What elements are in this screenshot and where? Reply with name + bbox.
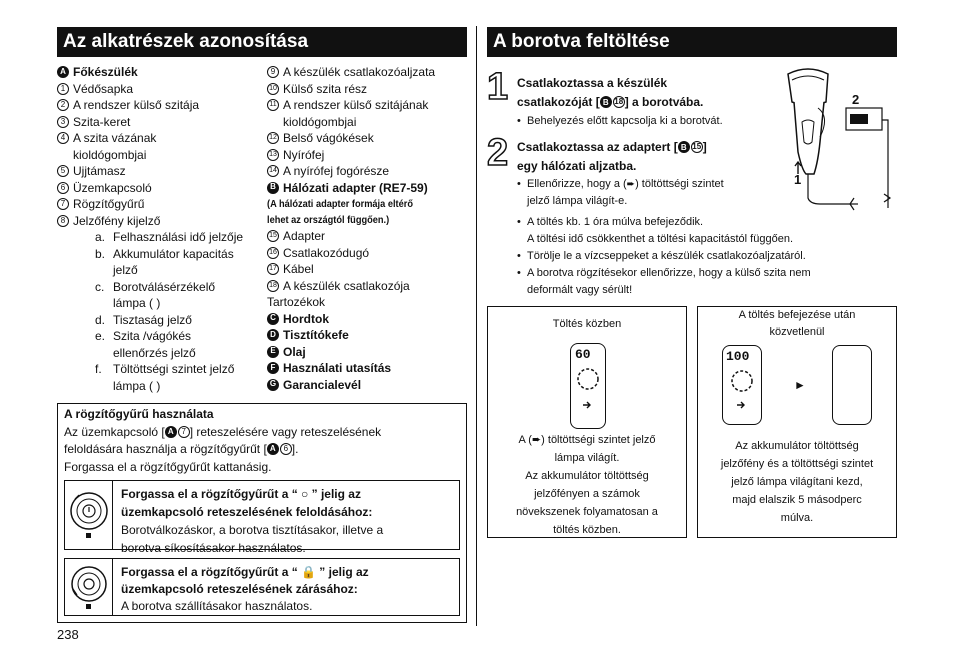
accessory-label: Tisztítókefe xyxy=(283,328,349,342)
circled-number: 8 xyxy=(57,215,69,227)
unlock-bold-2: üzemkapcsoló reteszelésének feloldásához: xyxy=(121,505,373,519)
list-item xyxy=(57,213,267,230)
step2-line1a: Csatlakoztassa az adaptert [ xyxy=(517,140,678,154)
charging-notes xyxy=(517,214,897,299)
letter-b-badge: B xyxy=(600,96,612,108)
circled-number: 2 xyxy=(57,99,69,111)
desc-line: majd elalszik 5 másodperc xyxy=(732,494,862,506)
step2-line2: egy hálózati aljzatba. xyxy=(517,159,637,173)
note-line: A töltési idő csökkenthet a töltési kapacitástól függően. xyxy=(527,233,793,245)
lock-ring-box xyxy=(57,403,467,623)
list-item-label: Kábel xyxy=(283,262,314,276)
charge-plug-icon: ➨ xyxy=(626,179,636,190)
lock-text-1a: Az üzemkapcsoló [ xyxy=(64,424,165,439)
list-item-label: A készülék csatlakozója xyxy=(283,278,410,293)
list-item-label: Adapter xyxy=(283,229,326,243)
section-title-parts: Az alkatrészek azonosítása xyxy=(57,27,467,57)
letter-a-badge: A xyxy=(57,66,69,78)
list-item-label: Csatlakozódugó xyxy=(283,245,370,260)
step2-bullet-a: Ellenőrizze, hogy a ( xyxy=(527,178,627,190)
arrow-right-icon: ► xyxy=(794,378,806,392)
desc-line: lámpa világít. xyxy=(554,452,620,464)
circled-number: 13 xyxy=(267,149,279,161)
sub-item xyxy=(95,328,267,345)
list-item xyxy=(57,163,267,180)
desc-line: Az akkumulátor töltöttség xyxy=(735,440,859,452)
letter-a-badge: A xyxy=(267,443,279,455)
circled-7: 7 xyxy=(178,426,190,438)
circled-number: 15 xyxy=(267,230,279,242)
figure-label-1: 1 xyxy=(794,172,802,187)
note-line: deformált vagy sérült! xyxy=(527,284,633,296)
shaver-display-charging xyxy=(570,343,606,429)
note-line: Törölje le a vízcseppeket a készülék csatlakozóaljzatáról. xyxy=(527,250,806,262)
list-item xyxy=(57,196,267,213)
circled-6: 6 xyxy=(280,443,292,455)
shaver-display-off xyxy=(832,345,872,425)
circled-number: 7 xyxy=(57,198,69,210)
sub-item-key: a. xyxy=(95,230,106,244)
desc-line: A (➨) töltöttségi szintet jelző xyxy=(518,434,656,446)
letter-badge: G xyxy=(267,379,279,391)
accessory-item xyxy=(267,360,472,377)
circled-number: 14 xyxy=(267,165,279,177)
list-item-label: Külső szita rész xyxy=(283,81,368,96)
step-1-number: 1 xyxy=(487,66,509,108)
adapter-note-line2: lehet az országtól függően.) xyxy=(267,214,390,226)
step-2-number: 2 xyxy=(487,132,509,174)
list-item-label: kioldógombjai xyxy=(283,114,357,129)
sub-item-key: b. xyxy=(95,246,106,261)
letter-badge: E xyxy=(267,346,279,358)
step-2: Csatlakoztassa az adaptert [ B 15 ] egy hálózati aljzatba. • Ellenőrizze, hogy a (➨) töltöttségi szintet jelző lámpa világít-e. xyxy=(517,138,787,210)
main-unit-heading: Főkészülék xyxy=(73,65,138,79)
column-divider xyxy=(476,26,477,626)
desc-line: töltés közben. xyxy=(553,524,621,536)
note-line: A töltés kb. 1 óra múlva befejeződik. xyxy=(527,216,704,228)
list-item xyxy=(57,97,267,114)
sub-item-label: Felhasználási idő jelzője xyxy=(113,230,244,244)
sub-item-label: Szita /vágókés xyxy=(113,329,192,343)
charging-note xyxy=(517,265,897,299)
list-item xyxy=(267,130,472,147)
lock-dial-icon xyxy=(65,559,113,615)
unlock-bold-1: Forgassa el a rögzítőgyűrűt a “ ○ ” jelig az xyxy=(121,487,361,501)
desc-line: múlva. xyxy=(780,512,814,524)
sub-item-label: jelző xyxy=(113,263,138,277)
unlock-text-2: borotva síkosításakor használatos. xyxy=(121,541,306,555)
lock-text: A borotva szállításakor használatos. xyxy=(121,599,313,613)
desc-line: növekszenek folyamatosan a xyxy=(516,506,658,518)
sub-item-label: Töltöttségi szintet jelző xyxy=(113,362,235,376)
list-item xyxy=(267,261,472,278)
list-item xyxy=(267,245,472,262)
list-item-label: kioldógombjai xyxy=(73,147,147,162)
step1-line2b: ] a borotvába. xyxy=(624,95,704,109)
lock-text-2a: feloldására használja a rögzítőgyűrűt [ xyxy=(64,442,267,456)
step2-bullet-c: jelző lámpa világít-e. xyxy=(527,195,628,207)
letter-b-badge: B xyxy=(267,182,279,194)
sub-item-label: Akkumulátor kapacitás xyxy=(113,246,234,261)
list-item-label: A rendszer külső szitája xyxy=(73,98,200,112)
list-item xyxy=(267,97,472,114)
step1-line2a: csatlakozóját [ xyxy=(517,95,600,109)
lock-panel xyxy=(64,558,460,616)
adapter-note xyxy=(267,196,447,228)
list-item xyxy=(267,114,472,131)
list-item xyxy=(267,81,472,98)
unlock-panel xyxy=(64,480,460,555)
circled-15: 15 xyxy=(692,142,702,151)
shaver-charging-figure xyxy=(780,62,900,212)
list-item-label: Üzemkapcsoló xyxy=(73,180,152,195)
accessory-label: Hordtok xyxy=(283,311,329,326)
circled-number: 3 xyxy=(57,116,69,128)
desc-line: közvetlenül xyxy=(769,326,825,338)
sub-item-label: lámpa ( ) xyxy=(113,296,161,310)
display-number-full: 100 xyxy=(726,349,750,364)
list-item-label: Rögzítőgyűrű xyxy=(73,197,145,211)
section-title-charging: A borotva feltöltése xyxy=(487,27,897,57)
sub-item-label: Tisztaság jelző xyxy=(113,312,192,327)
circled-number: 4 xyxy=(57,132,69,144)
circled-number: 10 xyxy=(267,83,279,95)
list-item xyxy=(57,180,267,197)
sub-item xyxy=(95,295,267,312)
accessory-label: Használati utasítás xyxy=(283,361,392,375)
sub-item xyxy=(95,312,267,329)
accessory-label: Garancialevél xyxy=(283,377,362,392)
bullet-dot: • xyxy=(517,250,521,262)
letter-badge: C xyxy=(267,313,279,325)
circled-18: 18 xyxy=(614,97,624,106)
letter-badge: F xyxy=(267,362,279,374)
list-item xyxy=(267,278,472,295)
list-item xyxy=(57,147,267,164)
bullet-dot: • xyxy=(517,267,521,279)
sub-item-key: f. xyxy=(95,362,102,376)
sub-item-key: e. xyxy=(95,329,106,343)
after-description xyxy=(698,437,896,527)
step-1: Csatlakoztassa a készülék csatlakozóját [ B 18 ] a borotvába. • Behelyezés előtt kapcsolja ki a borotvát. xyxy=(517,74,787,130)
sub-item xyxy=(95,361,267,378)
desc-line: jelzőfényen a számok xyxy=(534,488,640,500)
letter-a-badge: A xyxy=(165,426,177,438)
charging-title: Töltés közben xyxy=(552,318,622,330)
accessory-item xyxy=(267,311,472,328)
lock-bold-1: Forgassa el a rögzítőgyűrűt a “ 🔒 ” jelig az xyxy=(121,565,369,579)
list-item-label: A nyírófej fogórésze xyxy=(283,164,390,178)
step1-bullet: Behelyezés előtt kapcsolja ki a borotvát. xyxy=(527,115,723,127)
list-item xyxy=(267,64,472,81)
list-item-label: Belső vágókések xyxy=(283,131,374,145)
sub-item-label: lámpa ( ) xyxy=(113,378,161,393)
sub-item-label: Borotválásérzékelő xyxy=(113,279,216,294)
list-item xyxy=(57,81,267,98)
desc-line: Az akkumulátor töltöttség xyxy=(525,470,649,482)
sub-item xyxy=(95,378,267,395)
sub-item-key: d. xyxy=(95,312,106,327)
charging-note xyxy=(517,214,897,248)
circled-number: 17 xyxy=(267,263,279,275)
list-item-label: Ujjtámasz xyxy=(73,164,126,178)
list-item-label: A rendszer külső szitájának xyxy=(283,98,429,112)
letter-b-badge: B xyxy=(678,141,690,153)
display-number: 60 xyxy=(575,347,591,362)
lock-text-3: Forgassa el a rögzítőgyűrűt kattanásig. xyxy=(64,459,272,474)
lock-bold-2: üzemkapcsoló reteszelésének zárásához: xyxy=(121,582,358,596)
charging-description xyxy=(488,431,686,539)
after-charging-box xyxy=(697,306,897,538)
step2-line1b: ] xyxy=(702,140,707,154)
lock-text-2b: ]. xyxy=(291,442,299,456)
lock-ring-title: A rögzítőgyűrű használata xyxy=(64,407,214,421)
sub-item-key: c. xyxy=(95,279,105,294)
figure-label-2: 2 xyxy=(852,92,860,107)
step1-line1: Csatlakoztassa a készülék xyxy=(517,76,668,90)
list-item xyxy=(57,114,267,131)
desc-line: jelzőfény és a töltöttségi szintet xyxy=(720,458,874,470)
circled-number: 5 xyxy=(57,165,69,177)
charging-in-progress-box xyxy=(487,306,687,538)
accessories-heading: Tartozékok xyxy=(267,295,326,309)
sub-item xyxy=(95,246,267,263)
list-item-label: Jelzőfény kijelző xyxy=(73,213,161,228)
desc-line: A töltés befejezése után xyxy=(738,309,856,321)
shaver-display-full xyxy=(722,345,762,425)
list-item-label: Nyírófej xyxy=(283,147,325,162)
letter-badge: D xyxy=(267,329,279,341)
adapter-note-line1: (A hálózati adapter formája eltérő xyxy=(267,198,413,210)
sub-item xyxy=(95,345,267,362)
accessory-label: Olaj xyxy=(283,344,306,359)
list-item-label: Védősapka xyxy=(73,81,134,96)
accessory-item xyxy=(267,344,472,361)
circled-number: 6 xyxy=(57,182,69,194)
list-item xyxy=(267,228,472,245)
circled-number: 18 xyxy=(267,280,279,292)
list-item xyxy=(267,163,472,180)
adapter-heading: Hálózati adapter (RE7-59) xyxy=(283,180,428,195)
accessory-item xyxy=(267,327,472,344)
sub-item xyxy=(95,229,267,246)
bullet-dot: • xyxy=(517,216,521,228)
circled-number: 11 xyxy=(267,99,279,111)
list-item xyxy=(57,130,267,147)
unlock-text-1: Borotválkozáskor, a borotva tisztításakor, illetve a xyxy=(121,523,384,537)
desc-line: jelző lámpa világítani kezd, xyxy=(731,476,863,488)
circled-number: 12 xyxy=(267,132,279,144)
sub-item xyxy=(95,262,267,279)
sub-item xyxy=(95,279,267,296)
step2-bullet-b: ) töltöttségi szintet xyxy=(635,178,724,190)
parts-list-col1 xyxy=(57,64,267,394)
unlock-dial-icon xyxy=(65,481,113,549)
page-number: 238 xyxy=(57,627,79,642)
circled-number: 9 xyxy=(267,66,279,78)
circled-number: 1 xyxy=(57,83,69,95)
list-item xyxy=(267,147,472,164)
circled-number: 16 xyxy=(267,247,279,259)
parts-list-col2 xyxy=(267,64,472,393)
lock-text-1b: ] reteszelésére vagy reteszelésének xyxy=(189,424,382,439)
sub-item-label: ellenőrzés jelző xyxy=(113,345,196,360)
after-title xyxy=(698,307,896,341)
list-item-label: A készülék csatlakozóaljzata xyxy=(283,65,436,79)
list-item-label: Szita-keret xyxy=(73,114,131,129)
list-item-label: A szita vázának xyxy=(73,131,157,145)
charging-note xyxy=(517,248,897,265)
accessory-item xyxy=(267,377,472,394)
note-line: A borotva rögzítésekor ellenőrizze, hogy a külső szita nem xyxy=(527,267,811,279)
